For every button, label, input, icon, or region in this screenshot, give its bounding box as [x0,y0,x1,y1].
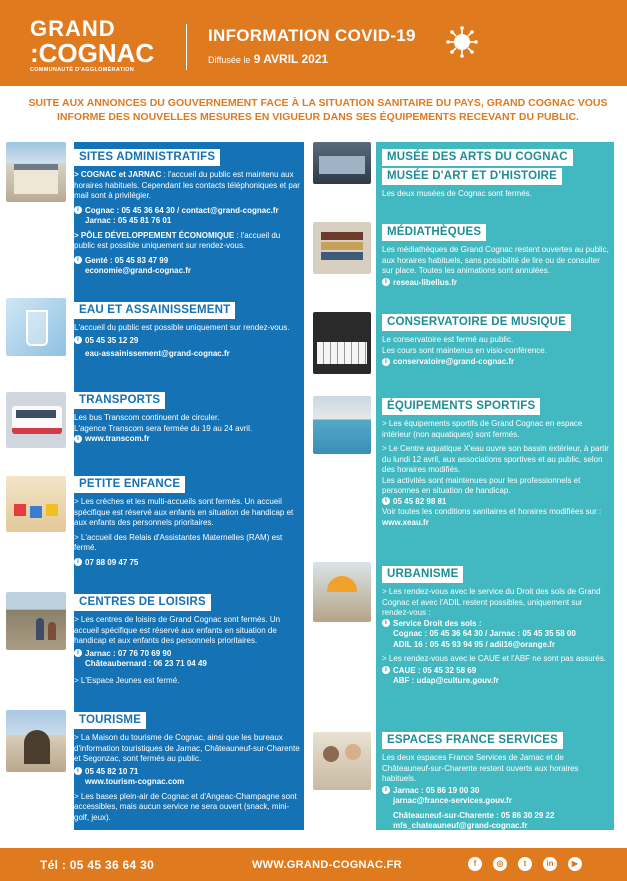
section-title: CONSERVATOIRE DE MUSIQUE [382,314,571,331]
twitter-icon[interactable]: t [518,857,532,871]
paragraph: > Les équipements sportifs de Grand Cognac en espace intérieur (non aquatiques) sont fermés. [382,419,583,439]
swimming-pool-photo [313,396,371,454]
info-icon: i [74,336,82,344]
info-icon: i [382,666,390,674]
website-link[interactable]: www.xeau.fr [382,517,429,527]
bold-lead: > PÔLE DÉVELOPPEMENT ÉCONOMIQUE [74,230,235,240]
contact-line[interactable]: 05 45 35 12 29 [85,335,139,345]
section-mediatheques [382,222,610,292]
section-eau-assainissement [74,300,300,364]
info-icon: i [74,435,82,443]
paragraph: Les activités sont maintenues pour les professionnels et personnes en situation de handicap. [382,475,581,495]
contact-line[interactable]: Jarnac : 05 86 19 00 30 [393,785,480,795]
section-title: ESPACES FRANCE SERVICES [382,732,563,749]
paragraph: > Le Centre aquatique X'eau ouvre son bassin extérieur, à partir du lundi 12 avril, aux associations sportives et au public, selon des horaires modifiés. [382,444,609,474]
paragraph: Les bus Transcom continuent de circuler. [74,413,220,422]
contact-line[interactable]: Genté : 05 45 83 47 99 [85,255,169,265]
contact-line[interactable]: mfs_chateauneuf@grand-cognac.fr [393,821,528,830]
section-musees [382,147,610,204]
contact-line[interactable]: Cognac : 05 45 36 64 30 / contact@grand-cognac.fr [85,205,279,215]
info-icon: i [382,358,390,366]
logo-line2: :COGNAC [30,38,155,68]
section-body [74,497,300,568]
linkedin-icon[interactable]: in [543,857,557,871]
section-body [382,587,610,687]
contact-line[interactable]: Jarnac : 05 45 81 76 01 [85,216,172,225]
info-icon: i [382,786,390,794]
virus-icon [446,26,478,58]
section-body [74,413,300,445]
contact-line[interactable]: 05 45 82 98 81 [393,496,447,506]
info-icon: i [382,619,390,627]
footer-phone[interactable]: Tél : 05 45 36 64 30 [40,858,155,872]
section-body [74,323,300,360]
contact-line[interactable]: ABF : udap@culture.gouv.fr [393,676,499,685]
paragraph: > Les centres de loisirs de Grand Cognac sont fermés. Un accueil spécifique est réservé aux enfants en situation de handicap et aux enfants des personnels prioritaires. [74,615,281,645]
section-title: PETITE ENFANCE [74,476,185,493]
mairie-photo [6,142,66,202]
bold-lead: > COGNAC et JARNAC [74,170,162,179]
paragraph: > L'accueil des Relais d'Assistantes Maternelles (RAM) est fermé. [74,532,283,552]
section-title: MUSÉE D'ART ET D'HISTOIRE [382,168,562,185]
paragraph: > L'Espace Jeunes est fermé. [74,675,180,685]
footer-banner [0,848,627,881]
section-body [74,170,300,277]
intro-text: SUITE AUX ANNONCES DU GOUVERNEMENT FACE À LA SITUATION SANITAIRE DU PAYS, GRAND COGNAC VOUS INFORME DES NOUVELLES MESURES EN VIGUEUR DANS SES ÉQUIPEMENTS RECEVANT DU PUBLIC. [28,97,608,123]
grand-cognac-logo[interactable] [30,18,170,78]
section-title: TOURISME [74,712,146,729]
france-services-photo [313,732,371,790]
books-photo [313,222,371,274]
tourism-building-photo [6,710,66,772]
logo-line3: COMMUNAUTÉ D'AGGLOMÉRATION [30,67,135,73]
info-icon: i [382,278,390,286]
paragraph: : l'accueil du public est maintenu aux horaires habituels. Cependant les contacts téléphoniques et par mail sont à privilégier. [74,170,300,200]
section-tourisme [74,710,300,827]
construction-photo [313,562,371,622]
info-icon: i [382,497,390,505]
section-equipements-sportifs [382,396,610,532]
info-icon: i [74,256,82,264]
contact-line[interactable]: jarnac@france-services.gouv.fr [393,796,512,805]
publication-date [208,52,328,66]
header-divider [186,24,187,70]
leisure-center-photo [6,592,66,650]
paragraph: Les deux musées de Cognac sont fermés. [382,189,532,198]
contact-line[interactable]: ADIL 16 : 05 45 93 94 95 / adil16@orange.fr [393,639,555,649]
section-centres-loisirs [74,592,300,690]
piano-photo [313,312,371,374]
contact-line[interactable]: CAUE : 05 45 32 58 69 [393,665,477,675]
contact-line[interactable]: Châteaubernard : 06 23 71 04 49 [85,659,207,668]
date-value: 9 AVRIL 2021 [253,52,329,66]
section-title: MUSÉE DES ARTS DU COGNAC [382,149,573,166]
diffusee-label: Diffusée le [208,55,251,65]
section-transports [74,390,300,449]
contact-line[interactable]: www.tourism-cognac.com [85,777,185,786]
contact-line[interactable]: conservatoire@grand-cognac.fr [393,357,515,366]
info-icon: i [74,649,82,657]
logo-line1: GRAND [30,16,116,41]
facebook-icon[interactable]: f [468,857,482,871]
paragraph: Voir toutes les conditions sanitaires et horaires modifiées sur : [382,507,602,516]
section-body [382,335,610,368]
paragraph: Le conservatoire est fermé au public. [382,335,514,344]
info-icon: i [74,558,82,566]
paragraph: L'agence Transcom sera fermée du 19 au 24 avril. [74,423,253,433]
section-title: CENTRES DE LOISIRS [74,594,211,611]
section-title: ÉQUIPEMENTS SPORTIFS [382,398,540,415]
paragraph: > La Maison du tourisme de Cognac, ainsi que les bureaux d'information touristiques de Jarnac, Châteauneuf-sur-Charente et Segonzac, sont fermés au public. [74,733,300,763]
museum-photo [313,142,371,184]
water-glass-photo [6,298,66,356]
paragraph: L'accueil du public est possible uniquement sur rendez-vous. [74,323,290,332]
section-body [74,615,300,686]
contact-line[interactable]: eau-assainissement@grand-cognac.fr [85,349,230,358]
info-icon: i [74,767,82,775]
paragraph: Les médiathèques de Grand Cognac restent ouvertes au public, aux horaires habituels, sans possibilité de lire ou de consulter sur place. Toutes les animations sont annulées. [382,245,609,275]
section-conservatoire [382,312,610,372]
section-body [382,245,610,288]
section-sites-administratifs [74,147,300,281]
contact-line[interactable]: Jarnac : 07 76 70 69 90 [85,648,172,658]
paragraph: Les cours sont maintenus en visio-conférence. [382,345,547,355]
paragraph: Les deux espaces France Services de Jarnac et de Châteauneuf-sur-Charente restent ouverts aux horaires habituels. [382,753,579,783]
contact-line[interactable]: economie@grand-cognac.fr [85,266,192,275]
section-france-services [382,730,610,836]
paragraph: : l'accueil du public est possible uniquement sur rendez-vous. [74,230,281,250]
section-title: EAU ET ASSAINISSEMENT [74,302,235,319]
section-title: TRANSPORTS [74,392,165,409]
contact-line[interactable]: www.transcom.fr [85,434,150,443]
contact-line[interactable]: Châteauneuf-sur-Charente : 05 86 30 29 22 [393,810,555,820]
contact-line[interactable]: reseau-libellus.fr [393,277,458,287]
section-body [74,733,300,823]
instagram-icon[interactable]: ◎ [493,857,507,871]
youtube-icon[interactable]: ▶ [568,857,582,871]
page-title: INFORMATION COVID-19 [208,26,416,45]
contact-line[interactable]: 05 45 82 10 71 [85,766,139,776]
contact-line: Service Droit des sols : [393,618,482,628]
paragraph: > Les rendez-vous avec le CAUE et l'ABF ne sont pas assurés. [382,654,607,663]
toddler-photo [6,476,66,532]
contact-line[interactable]: 07 88 09 47 75 [85,557,139,567]
contact-line[interactable]: Cognac : 05 45 36 64 30 / Jarnac : 05 45 35 58 00 [393,629,576,638]
paragraph: > Les crèches et les multi-accueils sont fermés. Un accueil spécifique est réservé aux enfants en situation de handicap et aux enfants des personnels prioritaires. [74,497,294,527]
section-body [382,753,610,832]
section-title: SITES ADMINISTRATIFS [74,149,220,166]
section-urbanisme [382,564,610,691]
paragraph: > Les rendez-vous avec le service du Droit des sols de Grand Cognac et avec l'ADIL restent possibles, uniquement sur rendez-vous : [382,587,601,617]
header-banner [0,0,627,86]
section-title: MÉDIATHÈQUES [382,224,486,241]
section-petite-enfance [74,474,300,572]
section-body [382,419,610,528]
paragraph: > Les bases plein-air de Cognac et d'Angeac-Champagne sont accessibles, mais aucun service ne sera ouvert (snack, mini-golf, jeux). [74,791,297,822]
section-body [382,189,610,200]
footer-website[interactable]: WWW.GRAND-COGNAC.FR [252,859,402,871]
bus-photo [6,392,66,448]
info-icon: i [74,206,82,214]
section-title: URBANISME [382,566,463,583]
